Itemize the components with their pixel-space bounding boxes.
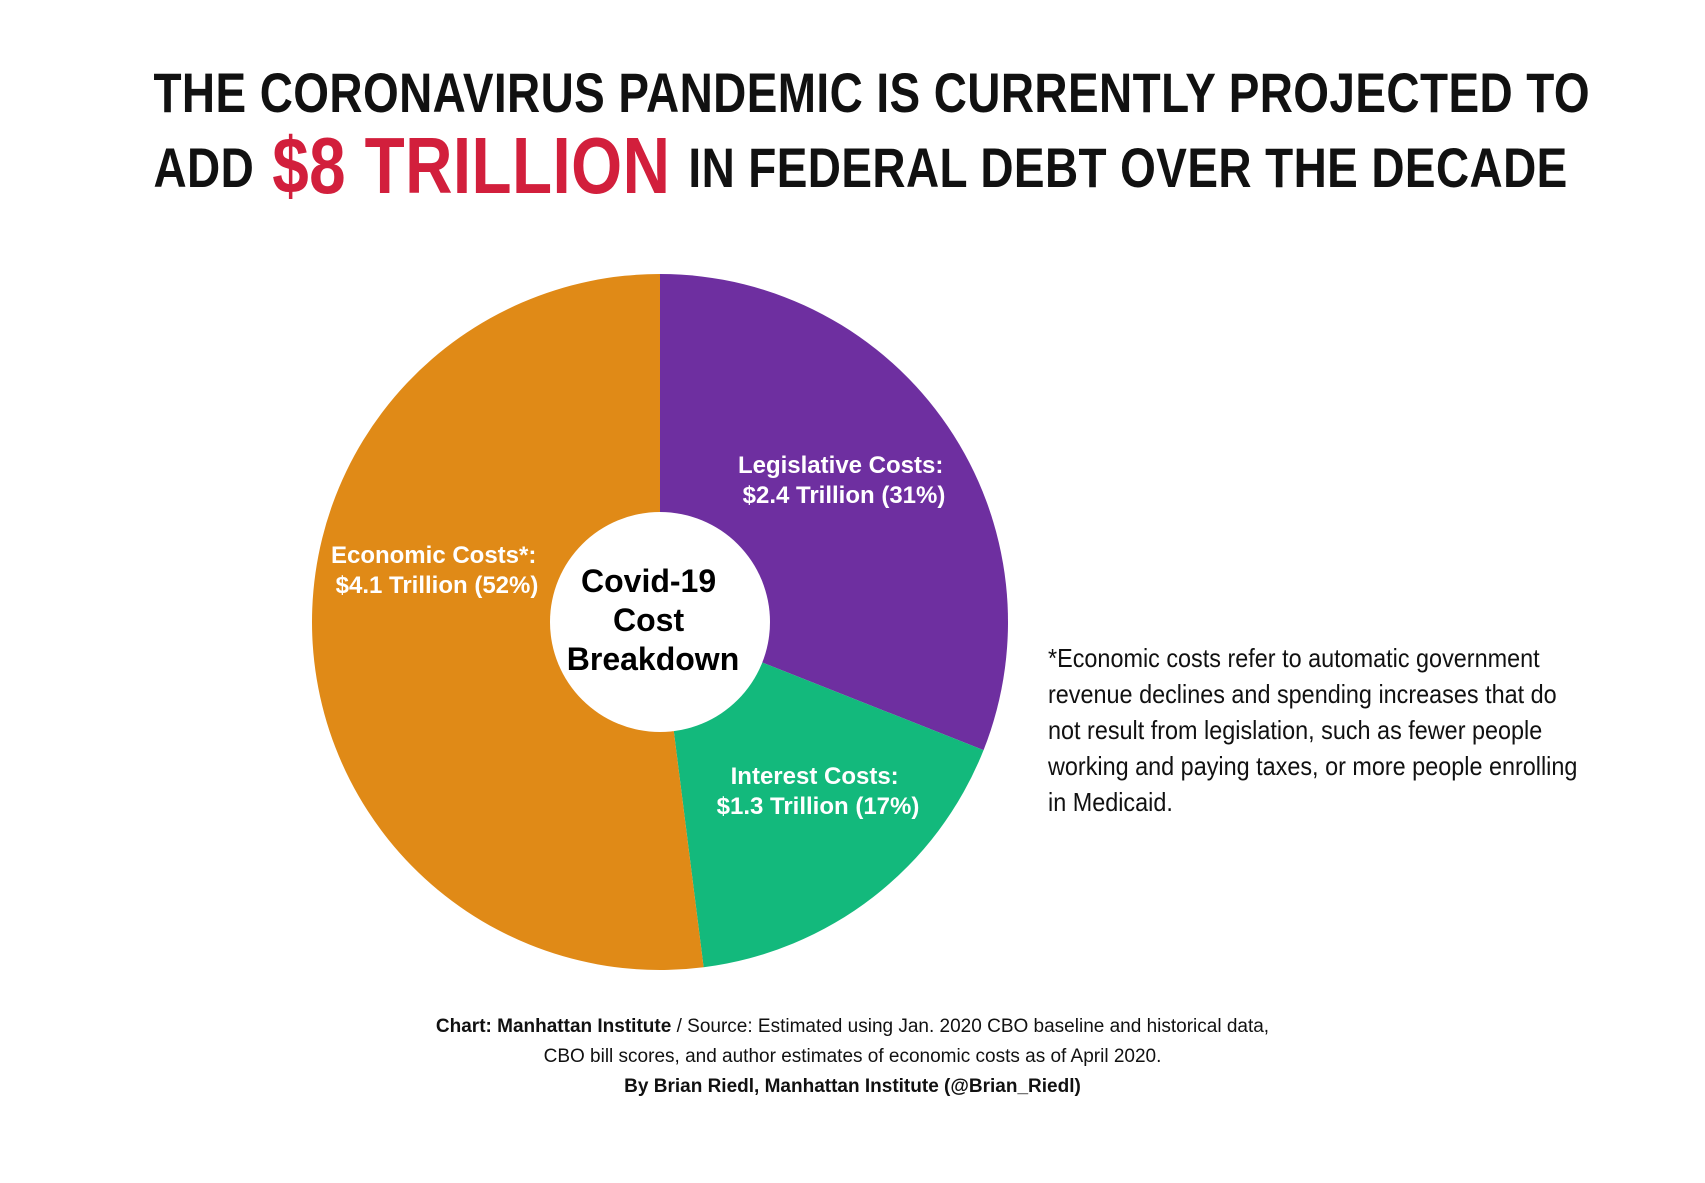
slice-label-economic-name: Economic Costs*: bbox=[330, 542, 537, 569]
center-label-line-2: Cost bbox=[613, 602, 685, 638]
source-line-2: CBO bill scores, and author estimates of economic costs as of April 2020. bbox=[543, 1046, 1162, 1067]
byline bbox=[0, 1072, 1705, 1102]
slice-label-legislative-value: $2.4 Trillion (31%) bbox=[742, 482, 946, 509]
footnote: *Economic costs refer to automatic government revenue declines and spending increases that do not result from legislation, such as fewer people working and paying taxes, or more people enrolling in Medicaid. bbox=[1048, 643, 1578, 817]
credit-separator: / bbox=[671, 1016, 688, 1037]
headline-rest: IN FEDERAL DEBT OVER THE DECADE bbox=[688, 136, 1568, 199]
chart-credit: Chart: Manhattan Institute bbox=[435, 1016, 672, 1037]
headline-line-1: THE CORONAVIRUS PANDEMIC IS CURRENTLY PROJECTED TO bbox=[153, 61, 1590, 124]
center-label-line-1: Covid-19 bbox=[580, 563, 717, 599]
headline-highlight-amount: $8 TRILLION bbox=[272, 121, 671, 210]
slice-label-interest-name: Interest Costs: bbox=[730, 763, 899, 790]
center-label-line-3: Breakdown bbox=[566, 641, 740, 677]
slice-label-interest-value: $1.3 Trillion (17%) bbox=[716, 793, 920, 820]
credits-line-1 bbox=[0, 1012, 1705, 1042]
source-line-1: Source: Estimated using Jan. 2020 CBO baseline and historical data, bbox=[687, 1016, 1270, 1037]
slice-label-legislative-name: Legislative Costs: bbox=[737, 452, 944, 479]
headline-add: ADD bbox=[153, 136, 255, 199]
slice-label-economic-value: $4.1 Trillion (52%) bbox=[335, 572, 539, 599]
credits bbox=[0, 1012, 1705, 1102]
byline-text: By Brian Riedl, Manhattan Institute (@Brian_Riedl) bbox=[624, 1076, 1081, 1097]
